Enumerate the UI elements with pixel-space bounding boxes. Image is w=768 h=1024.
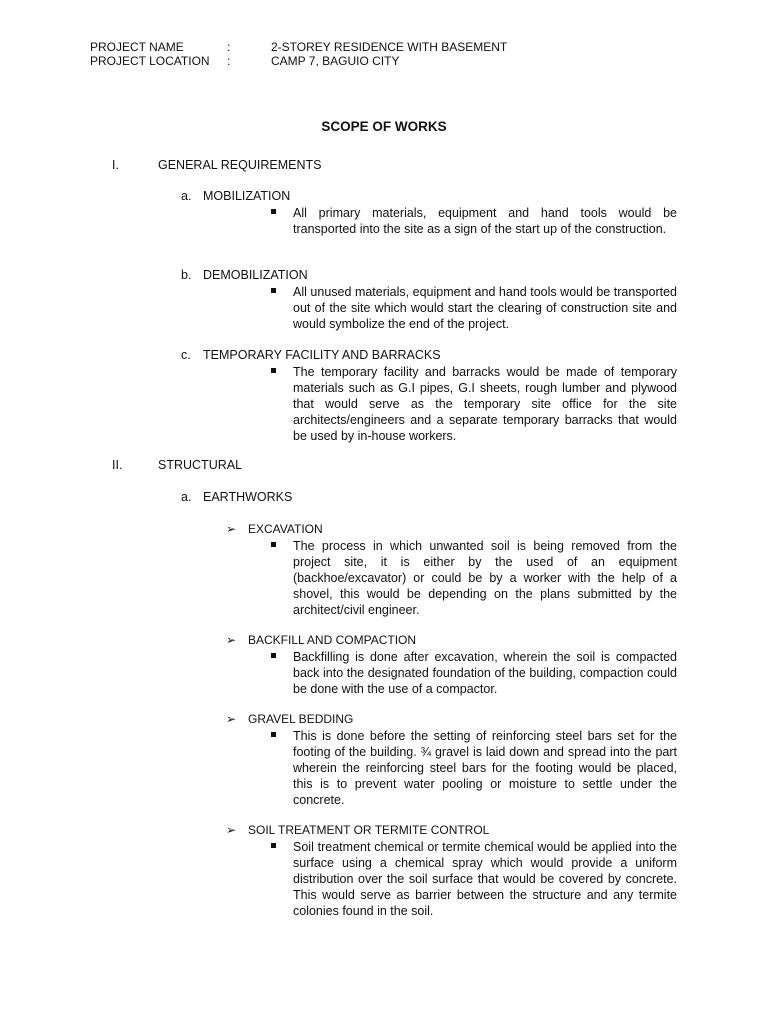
bullet-icon — [271, 207, 279, 215]
paragraph: All primary materials, equipment and hand tools would be transported into the site as a sign of the start up of the construction. — [293, 206, 677, 236]
page-title: SCOPE OF WORKS — [321, 119, 447, 134]
subsection-title: MOBILIZATION — [203, 189, 291, 203]
paragraph: All unused materials, equipment and hand tools would be transported out of the site which would start the clearing of construction site and would symbolize the end of the project. — [293, 285, 677, 331]
project-name-value: 2-STOREY RESIDENCE WITH BASEMENT — [271, 40, 508, 54]
subsection-letter: a. — [181, 189, 192, 203]
project-name-label: PROJECT NAME — [90, 40, 184, 54]
paragraph: The temporary facility and barracks would be made of temporary materials such as G.I pipes, G.I sheets, rough lumber and plywood that would serve as the temporary site office for the site architects/engineers and a separate temporary barracks that would be used by in-house workers. — [293, 365, 677, 443]
section-number: II. — [112, 458, 123, 472]
bullet-icon — [271, 841, 279, 849]
bullet-icon — [271, 286, 279, 294]
project-location-value: CAMP 7, BAGUIO CITY — [271, 54, 400, 68]
colon: : — [227, 40, 231, 54]
arrow-item-heading — [226, 823, 489, 837]
subsection-letter: c. — [181, 348, 191, 362]
subsection-letter: b. — [181, 268, 192, 282]
subsection-heading — [181, 189, 290, 203]
subsection-title: DEMOBILIZATION — [203, 268, 308, 282]
arrow-item-title: SOIL TREATMENT OR TERMITE CONTROL — [248, 823, 490, 837]
paragraph: Backfilling is done after excavation, wherein the soil is compacted back into the designated foundation of the building, compaction could be done with the use of a compactor. — [293, 650, 677, 696]
section-number: I. — [112, 158, 119, 172]
arrow-item-heading — [226, 712, 353, 726]
section-title: STRUCTURAL — [158, 458, 243, 472]
subsection-heading — [181, 348, 441, 362]
subsection-title: TEMPORARY FACILITY AND BARRACKS — [203, 348, 441, 362]
bullet-icon — [271, 730, 279, 738]
subsection-title: EARTHWORKS — [203, 490, 293, 504]
section-title: GENERAL REQUIREMENTS — [158, 158, 322, 172]
paragraph: This is done before the setting of reinforcing steel bars set for the footing of the building. ¾ gravel is laid down and spread into the part wherein the reinforcing steel bars for the footing would be placed, this is to prevent water pooling or moisture to settle under the concrete. — [293, 729, 677, 807]
arrow-item-heading — [226, 633, 416, 647]
bullet-icon — [271, 366, 279, 374]
arrow-item-heading — [226, 522, 323, 536]
colon: : — [227, 54, 231, 68]
subsection-letter: a. — [181, 490, 192, 504]
arrow-bullet-icon: ➢ — [226, 823, 237, 837]
subsection-heading — [181, 268, 308, 282]
project-location-label: PROJECT LOCATION — [90, 54, 210, 68]
paragraph: The process in which unwanted soil is being removed from the project site, it is either by the used of an equipment (backhoe/excavator) or could be by a worker with the help of a shovel, this would be depending on the plans submitted by the architect/civil engineer. — [293, 539, 677, 617]
subsection-heading — [181, 490, 292, 504]
bullet-icon — [271, 651, 279, 659]
paragraph: Soil treatment chemical or termite chemical would be applied into the surface using a chemical spray which would provide a uniform distribution over the soil surface that would be covered by concrete. This would serve as barrier between the structure and any termite colonies found in the soil. — [293, 840, 677, 918]
arrow-bullet-icon: ➢ — [226, 522, 237, 536]
arrow-item-title: GRAVEL BEDDING — [248, 712, 354, 726]
arrow-bullet-icon: ➢ — [226, 633, 237, 647]
arrow-bullet-icon: ➢ — [226, 712, 237, 726]
arrow-item-title: BACKFILL AND COMPACTION — [248, 633, 417, 647]
arrow-item-title: EXCAVATION — [248, 522, 323, 536]
bullet-icon — [271, 540, 279, 548]
